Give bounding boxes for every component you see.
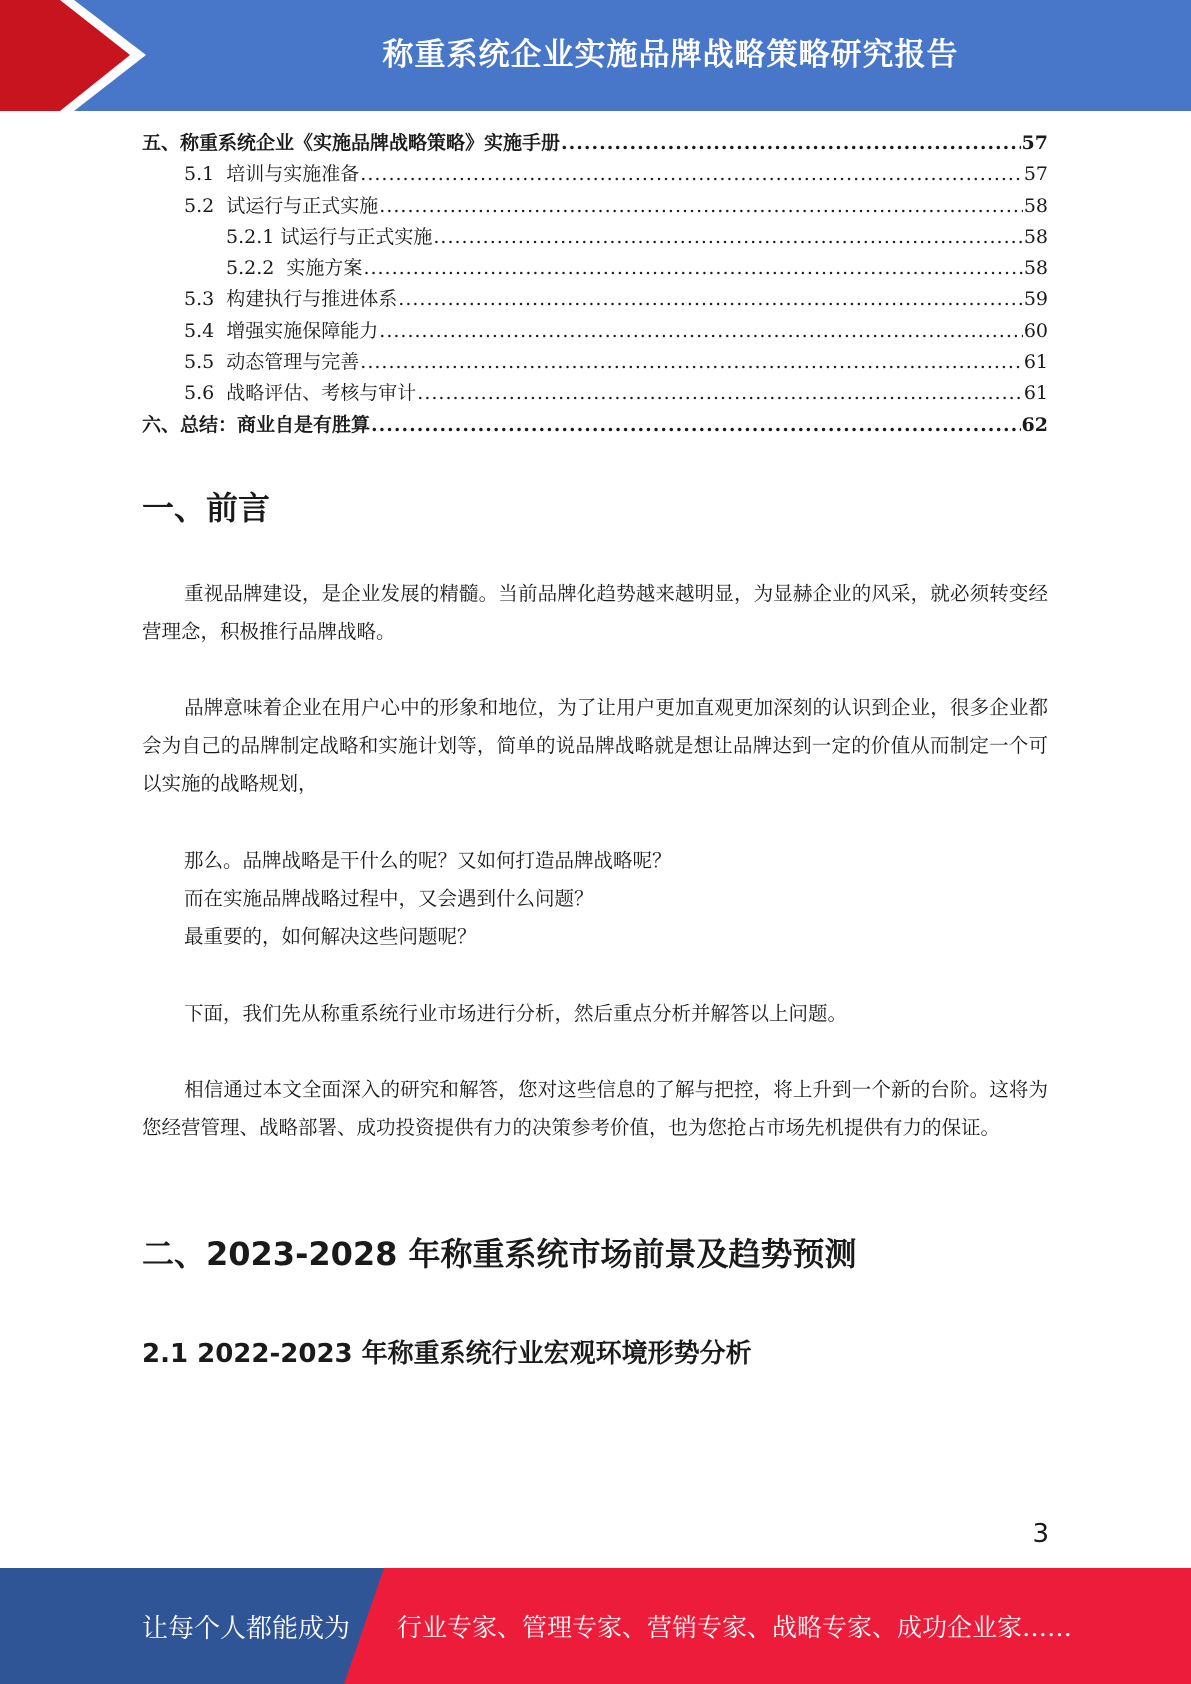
toc-entry-page: 57 [1021,132,1048,154]
footer-slogan-left: 让每个人都能成为 [142,1613,351,1644]
footer-slogan-right: 行业专家、管理专家、营销专家、战略专家、成功企业家…… [397,1613,1073,1642]
paragraph-text: 而在实施品牌战略过程中，又会遇到什么问题？ [184,887,594,910]
chevron-red-shape [0,0,130,111]
subsection-heading: 2.1 2022-2023 年称重系统行业宏观环境形势分析 [142,1339,752,1369]
toc-entry[interactable] [142,378,1048,409]
paragraph-text: 下面，我们先从称重系统行业市场进行分析，然后重点分析并解答以上问题。 [184,1002,848,1025]
paragraph [142,918,1048,956]
paragraph [142,689,1048,803]
toc-entry[interactable] [142,191,1048,222]
toc-entry[interactable] [142,222,1048,253]
toc-entry-label: 5.2 试运行与正式实施 [184,194,379,217]
toc-entry-page: 58 [1023,257,1048,280]
toc-entry-page: 60 [1023,319,1048,342]
paragraph-text: 重视品牌建设，是企业发展的精髓。当前品牌化趋势越来越明显，为显赫企业的风采，就必须转变经营理念，积极推行品牌战略。 [142,582,1048,643]
document-title: 称重系统企业实施品牌战略策略研究报告 [382,37,959,73]
toc-entry[interactable] [142,284,1048,315]
toc-entry-page: 58 [1023,225,1048,248]
paragraph-text: 最重要的，如何解决这些问题呢？ [184,925,477,948]
toc-leader-dots [379,316,1023,347]
paragraph [142,1071,1048,1147]
toc-entry[interactable] [142,410,1048,441]
header-chevron-icon [0,0,160,111]
paragraph [142,575,1048,651]
paragraph [142,842,1048,880]
section-heading-preface: 一、前言 [142,489,271,527]
toc-entry[interactable] [142,253,1048,284]
toc-entry[interactable] [142,159,1048,190]
toc-entry-page: 58 [1023,194,1048,217]
toc-leader-dots [433,222,1022,253]
toc-entry-label: 5.4 增强实施保障能力 [184,319,379,342]
toc-entry-page: 57 [1023,163,1048,186]
toc-leader-dots [363,253,1022,284]
page-footer [0,1568,1191,1684]
toc-entry-label: 5.2.1 试运行与正式实施 [226,225,433,248]
page-number: 3 [1032,1519,1049,1549]
toc-entry-label: 五、称重系统企业《实施品牌战略策略》实施手册 [142,132,561,154]
section-heading-forecast: 二、2023-2028 年称重系统市场前景及趋势预测 [142,1235,857,1273]
paragraph-text: 那么。品牌战略是干什么的呢？又如何打造品牌战略呢？ [184,849,672,872]
toc-entry-label: 5.2.2 实施方案 [226,257,363,280]
paragraph [142,880,1048,918]
toc-leader-dots [398,284,1023,315]
toc-leader-dots [417,378,1023,409]
toc-leader-dots [379,191,1023,222]
toc-entry-page: 59 [1023,288,1048,311]
toc-entry[interactable] [142,316,1048,347]
page-header [0,0,1191,111]
table-of-contents [142,128,1048,441]
paragraph-text: 品牌意味着企业在用户心中的形象和地位，为了让用户更加直观更加深刻的认识到企业，很多企业都会为自己的品牌制定战略和实施计划等，简单的说品牌战略就是想让品牌达到一定的价值从而制定一个可以实施的战略规划， [142,696,1048,795]
paragraph [142,995,1048,1033]
toc-entry-label: 5.3 构建执行与推进体系 [184,288,398,311]
paragraph-text: 相信通过本文全面深入的研究和解答，您对这些信息的了解与把控，将上升到一个新的台阶。这将为您经营管理、战略部署、成功投资提供有力的决策参考价值，也为您抢占市场先机提供有力的保证。 [142,1078,1048,1139]
toc-leader-dots [360,347,1023,378]
toc-entry-page: 61 [1023,382,1048,405]
toc-entry[interactable] [142,128,1048,159]
toc-entry-label: 六、总结：商业自是有胜算 [142,413,371,436]
toc-entry-label: 5.5 动态管理与完善 [184,351,360,374]
toc-entry-page: 62 [1021,413,1048,436]
toc-leader-dots [360,159,1023,190]
toc-entry-page: 61 [1023,351,1048,374]
toc-entry[interactable] [142,347,1048,378]
toc-entry-label: 5.6 战略评估、考核与审计 [184,382,417,405]
toc-leader-dots [561,128,1021,159]
toc-leader-dots [371,410,1021,441]
toc-entry-label: 5.1 培训与实施准备 [184,163,360,186]
